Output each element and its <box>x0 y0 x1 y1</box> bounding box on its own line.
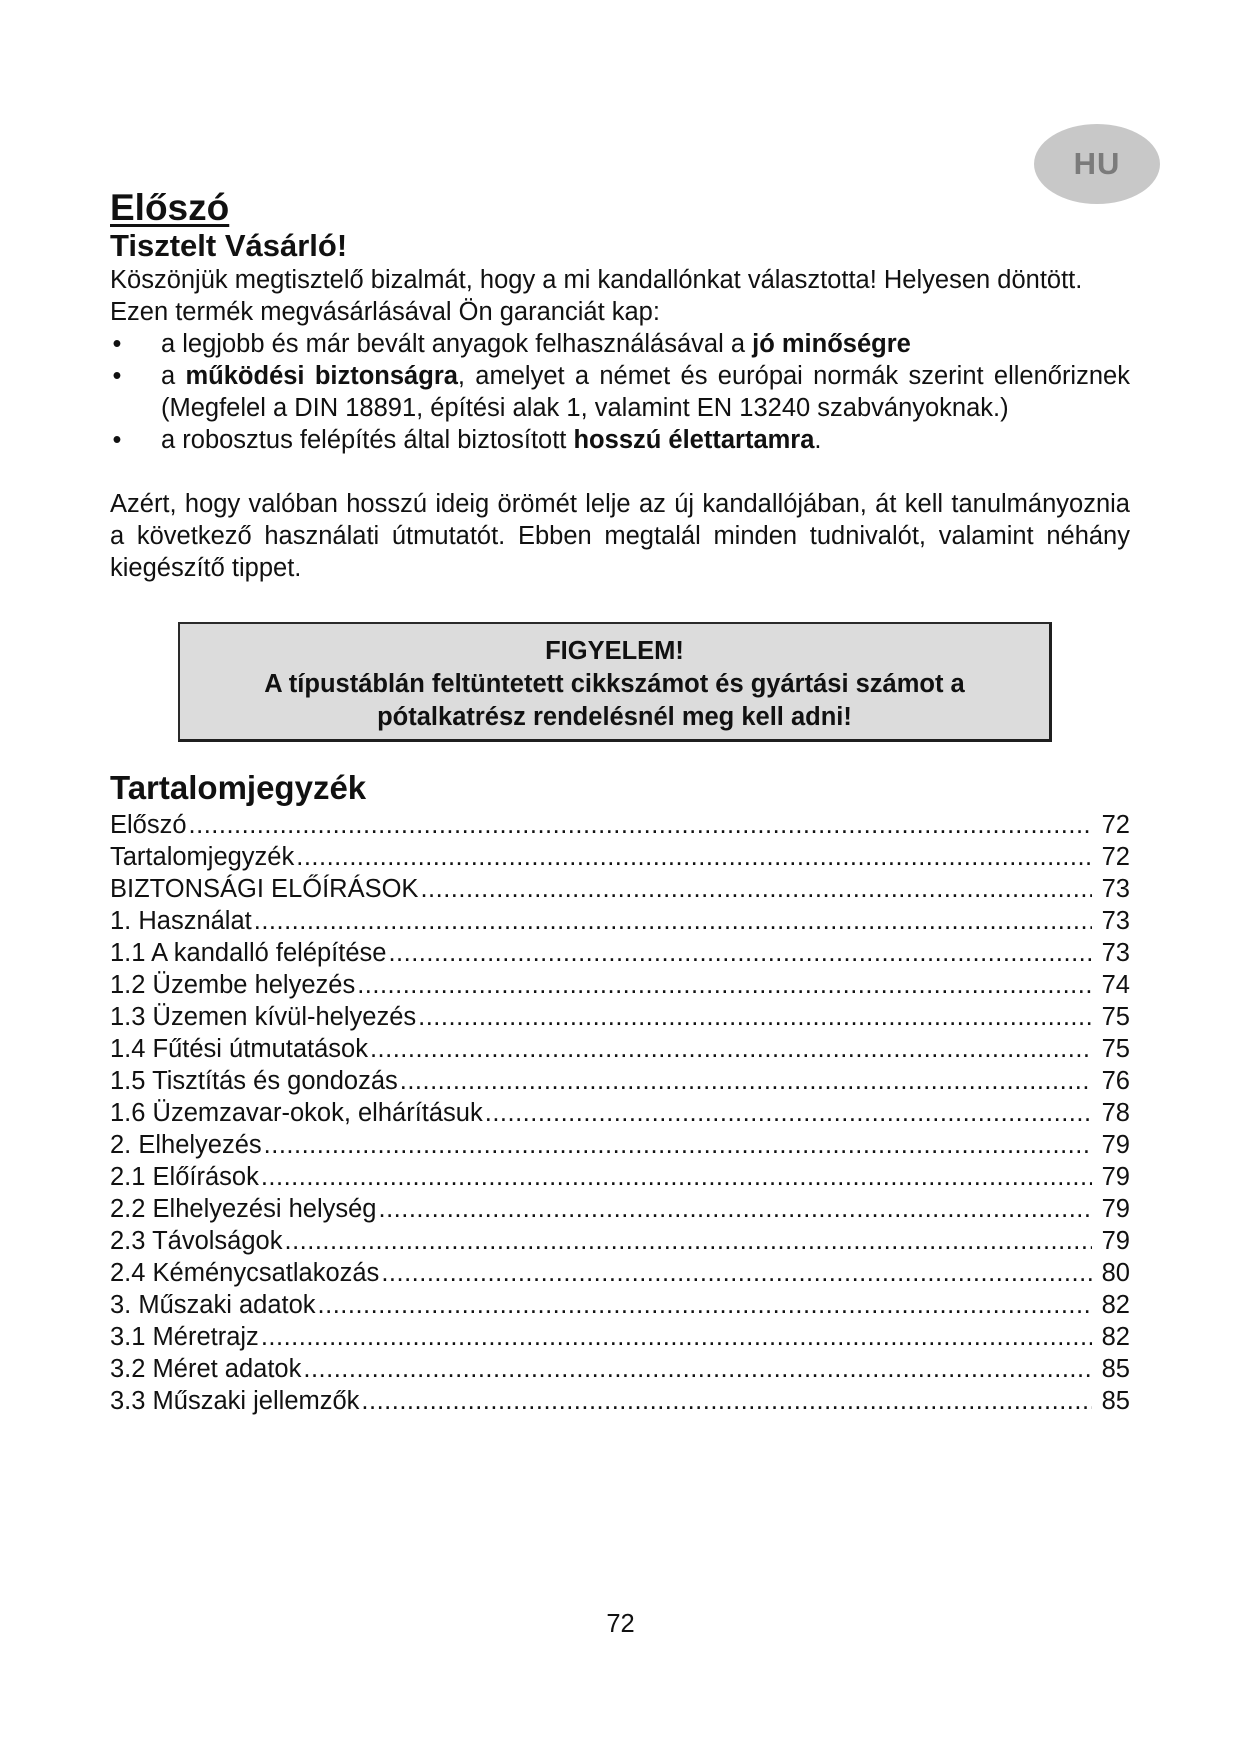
toc-entry[interactable] <box>110 1129 1130 1161</box>
toc-dot-leader <box>303 1353 1092 1385</box>
bullet-icon: • <box>112 362 122 390</box>
closing-paragraph: Azért, hogy valóban hosszú ideig örömét lelje az új kandallójában, át kell tanulmányoznia a következő használati útmutatót. Ebben megtalál minden tudnivalót, valamint néhány kiegészítő tippet. <box>110 490 1130 582</box>
table-of-contents <box>110 809 1130 1417</box>
toc-entry[interactable] <box>110 841 1130 873</box>
toc-entry-page: 82 <box>1101 1291 1130 1319</box>
toc-entry-page: 78 <box>1101 1099 1130 1127</box>
bullet-text: a robosztus felépítés által biztosított <box>161 426 574 454</box>
toc-entry-page: 82 <box>1101 1323 1130 1351</box>
toc-entry-label: 1.5 Tisztítás és gondozás <box>110 1067 398 1095</box>
warning-box <box>178 622 1052 742</box>
toc-entry-page: 76 <box>1101 1067 1130 1095</box>
toc-dot-leader <box>361 1385 1092 1417</box>
toc-entry[interactable] <box>110 1001 1130 1033</box>
toc-entry[interactable] <box>110 1257 1130 1289</box>
toc-dot-leader <box>296 841 1092 873</box>
toc-entry-label: 3.2 Méret adatok <box>110 1355 302 1383</box>
toc-entry-label: 1.1 A kandalló felépítése <box>110 939 387 967</box>
guarantee-lead: Ezen termék megvásárlásával Ön garanciát kap: <box>110 298 660 326</box>
toc-dot-leader <box>189 809 1092 841</box>
toc-entry-page: 79 <box>1101 1195 1130 1223</box>
toc-dot-leader <box>357 969 1092 1001</box>
toc-dot-leader <box>418 1001 1092 1033</box>
foreword-heading: Előszó <box>110 187 230 228</box>
toc-entry-page: 85 <box>1101 1355 1130 1383</box>
page-content <box>110 188 1130 1417</box>
toc-heading: Tartalomjegyzék <box>110 769 367 806</box>
toc-entry-label: 3. Műszaki adatok <box>110 1291 316 1319</box>
toc-entry-page: 75 <box>1101 1003 1130 1031</box>
toc-entry[interactable] <box>110 905 1130 937</box>
toc-entry-label: Tartalomjegyzék <box>110 843 295 871</box>
toc-entry[interactable] <box>110 937 1130 969</box>
toc-entry-label: 2.4 Kéménycsatlakozás <box>110 1259 380 1287</box>
bullet-text-end: , amelyet a német és európai normák szerint ellenőriznek (Megfelel a DIN 18891, építési alak 1, valamint EN 13240 szabványoknak.) <box>161 362 1130 422</box>
toc-entry-page: 73 <box>1101 907 1130 935</box>
toc-entry[interactable] <box>110 1193 1130 1225</box>
toc-entry[interactable] <box>110 1065 1130 1097</box>
bullet-text: a <box>161 362 186 390</box>
toc-entry[interactable] <box>110 1225 1130 1257</box>
toc-entry[interactable] <box>110 1097 1130 1129</box>
intro-paragraph: Köszönjük megtisztelő bizalmát, hogy a mi kandallónkat választotta! Helyesen döntött. <box>110 266 1083 294</box>
toc-entry-label: 1. Használat <box>110 907 252 935</box>
list-item <box>110 360 1130 424</box>
bullet-icon: • <box>112 330 122 358</box>
bullet-icon: • <box>112 426 122 454</box>
toc-entry-label: 2.1 Előírások <box>110 1163 259 1191</box>
paragraph-spacer <box>110 456 1130 488</box>
toc-entry-page: 80 <box>1101 1259 1130 1287</box>
toc-dot-leader <box>420 873 1092 905</box>
bullet-text-end: . <box>814 426 822 454</box>
toc-entry-label: 2.2 Elhelyezési helység <box>110 1195 377 1223</box>
toc-entry-page: 73 <box>1101 875 1130 903</box>
toc-entry-label: 1.4 Fűtési útmutatások <box>110 1035 368 1063</box>
toc-entry[interactable] <box>110 1289 1130 1321</box>
toc-entry[interactable] <box>110 809 1130 841</box>
bullet-emphasis: működési biztonságra <box>185 362 458 390</box>
page-number: 72 <box>606 1610 635 1638</box>
language-badge-label: HU <box>1073 146 1121 181</box>
warning-line-1: A típustáblán feltüntetett cikkszámot és gyártási számot a <box>264 670 965 698</box>
toc-dot-leader <box>388 937 1092 969</box>
warning-line-2: pótalkatrész rendelésnél meg kell adni! <box>377 703 852 731</box>
toc-entry-page: 79 <box>1101 1163 1130 1191</box>
toc-dot-leader <box>379 1193 1093 1225</box>
toc-dot-leader <box>400 1065 1092 1097</box>
bullet-emphasis: jó minőségre <box>752 330 911 358</box>
toc-entry-label: 1.3 Üzemen kívül-helyezés <box>110 1003 417 1031</box>
toc-entry-page: 74 <box>1101 971 1130 999</box>
toc-entry[interactable] <box>110 1353 1130 1385</box>
toc-entry-label: 1.2 Üzembe helyezés <box>110 971 356 999</box>
toc-entry-label: BIZTONSÁGI ELŐÍRÁSOK <box>110 875 419 903</box>
toc-entry[interactable] <box>110 1161 1130 1193</box>
toc-dot-leader <box>284 1225 1092 1257</box>
toc-entry[interactable] <box>110 969 1130 1001</box>
toc-entry[interactable] <box>110 1385 1130 1417</box>
toc-dot-leader <box>370 1033 1092 1065</box>
toc-dot-leader <box>264 1129 1092 1161</box>
list-item <box>110 328 1130 360</box>
toc-dot-leader <box>261 1161 1092 1193</box>
toc-dot-leader <box>381 1257 1092 1289</box>
toc-entry[interactable] <box>110 1033 1130 1065</box>
toc-entry-page: 73 <box>1101 939 1130 967</box>
toc-entry-page: 79 <box>1101 1227 1130 1255</box>
list-item <box>110 424 1130 456</box>
toc-entry-label: 2. Elhelyezés <box>110 1131 262 1159</box>
toc-entry[interactable] <box>110 1321 1130 1353</box>
toc-dot-leader <box>318 1289 1092 1321</box>
toc-entry-label: 3.3 Műszaki jellemzők <box>110 1387 360 1415</box>
toc-entry-page: 72 <box>1101 843 1130 871</box>
bullet-text: a legjobb és már bevált anyagok felhasználásával a <box>161 330 753 358</box>
toc-dot-leader <box>485 1097 1092 1129</box>
toc-dot-leader <box>254 905 1092 937</box>
warning-title: FIGYELEM! <box>545 637 684 665</box>
bullet-emphasis: hosszú élettartamra <box>573 426 815 454</box>
toc-entry[interactable] <box>110 873 1130 905</box>
toc-entry-page: 75 <box>1101 1035 1130 1063</box>
toc-entry-page: 85 <box>1101 1387 1130 1415</box>
toc-entry-label: 2.3 Távolságok <box>110 1227 283 1255</box>
toc-dot-leader <box>261 1321 1092 1353</box>
greeting-heading: Tisztelt Vásárló! <box>110 228 348 263</box>
toc-entry-page: 72 <box>1101 811 1130 839</box>
toc-entry-page: 79 <box>1101 1131 1130 1159</box>
toc-entry-label: 3.1 Méretrajz <box>110 1323 259 1351</box>
toc-entry-label: Előszó <box>110 811 187 839</box>
toc-entry-label: 1.6 Üzemzavar-okok, elhárításuk <box>110 1099 483 1127</box>
guarantee-list <box>110 328 1130 456</box>
